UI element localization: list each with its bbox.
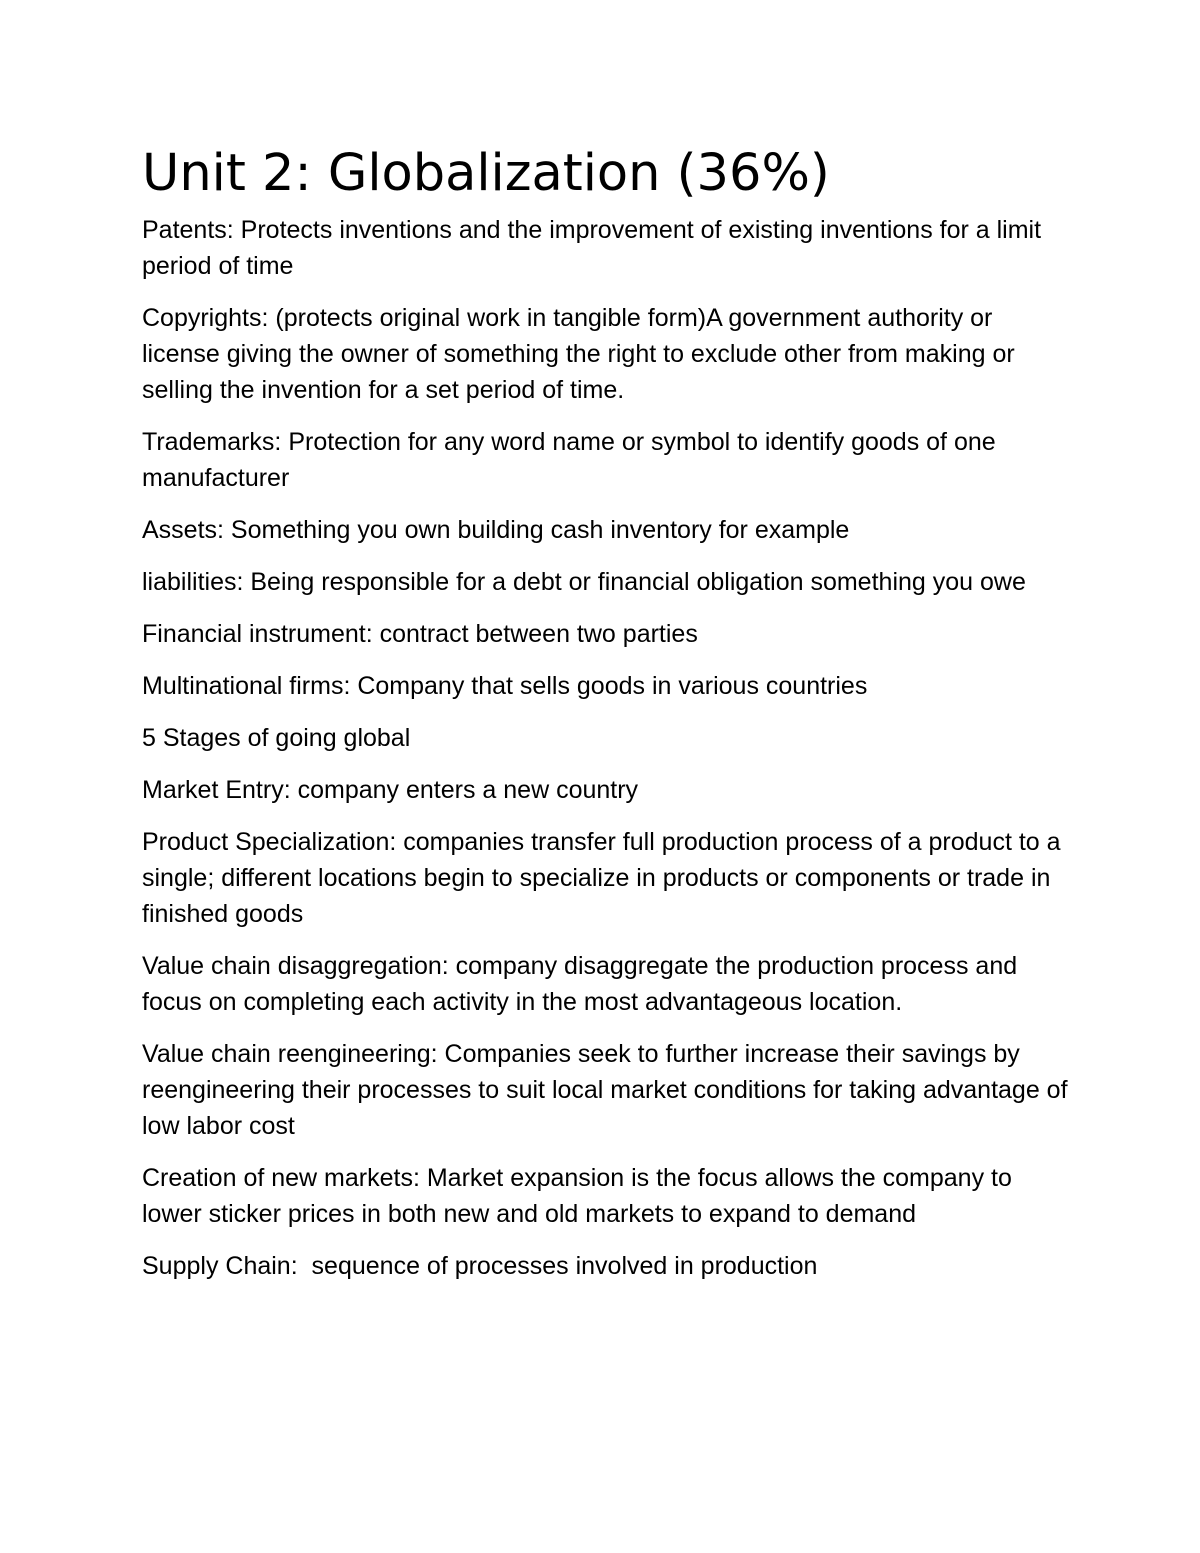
paragraph-supply-chain: Supply Chain: sequence of processes involved in production [142, 1252, 818, 1280]
paragraph-value-chain-reengineering: Value chain reengineering: Companies seek to further increase their savings by reengineering their processes to suit local market conditions for taking advantage of low labor cost [142, 1040, 1068, 1140]
paragraph-value-chain-disaggregation: Value chain disaggregation: company disaggregate the production process and focus on completing each activity in the most advantageous location. [142, 952, 1018, 1016]
paragraph-trademarks: Trademarks: Protection for any word name or symbol to identify goods of one manufacturer [142, 428, 996, 492]
paragraph-market-entry: Market Entry: company enters a new country [142, 776, 639, 804]
paragraph-multinational-firms: Multinational firms: Company that sells goods in various countries [142, 672, 868, 700]
paragraph-creation-of-new-markets: Creation of new markets: Market expansion is the focus allows the company to lower sticker prices in both new and old markets to expand to demand [142, 1164, 1012, 1228]
document-body [142, 140, 1072, 1300]
paragraph-five-stages: 5 Stages of going global [142, 724, 411, 752]
paragraph-liabilities: liabilities: Being responsible for a debt or financial obligation something you owe [142, 568, 1026, 596]
document-title: Unit 2: Globalization (36%) [142, 144, 830, 203]
paragraph-patents: Patents: Protects inventions and the improvement of existing inventions for a limit period of time [142, 216, 1042, 280]
paragraph-product-specialization: Product Specialization: companies transfer full production process of a product to a single; different locations begin to specialize in products or components or trade in finished goods [142, 828, 1061, 928]
paragraph-assets: Assets: Something you own building cash inventory for example [142, 516, 850, 544]
paragraph-financial-instrument: Financial instrument: contract between two parties [142, 620, 698, 648]
paragraph-copyrights: Copyrights: (protects original work in tangible form)A government authority or license giving the owner of something the right to exclude other from making or selling the invention for a set period of time. [142, 304, 1015, 404]
